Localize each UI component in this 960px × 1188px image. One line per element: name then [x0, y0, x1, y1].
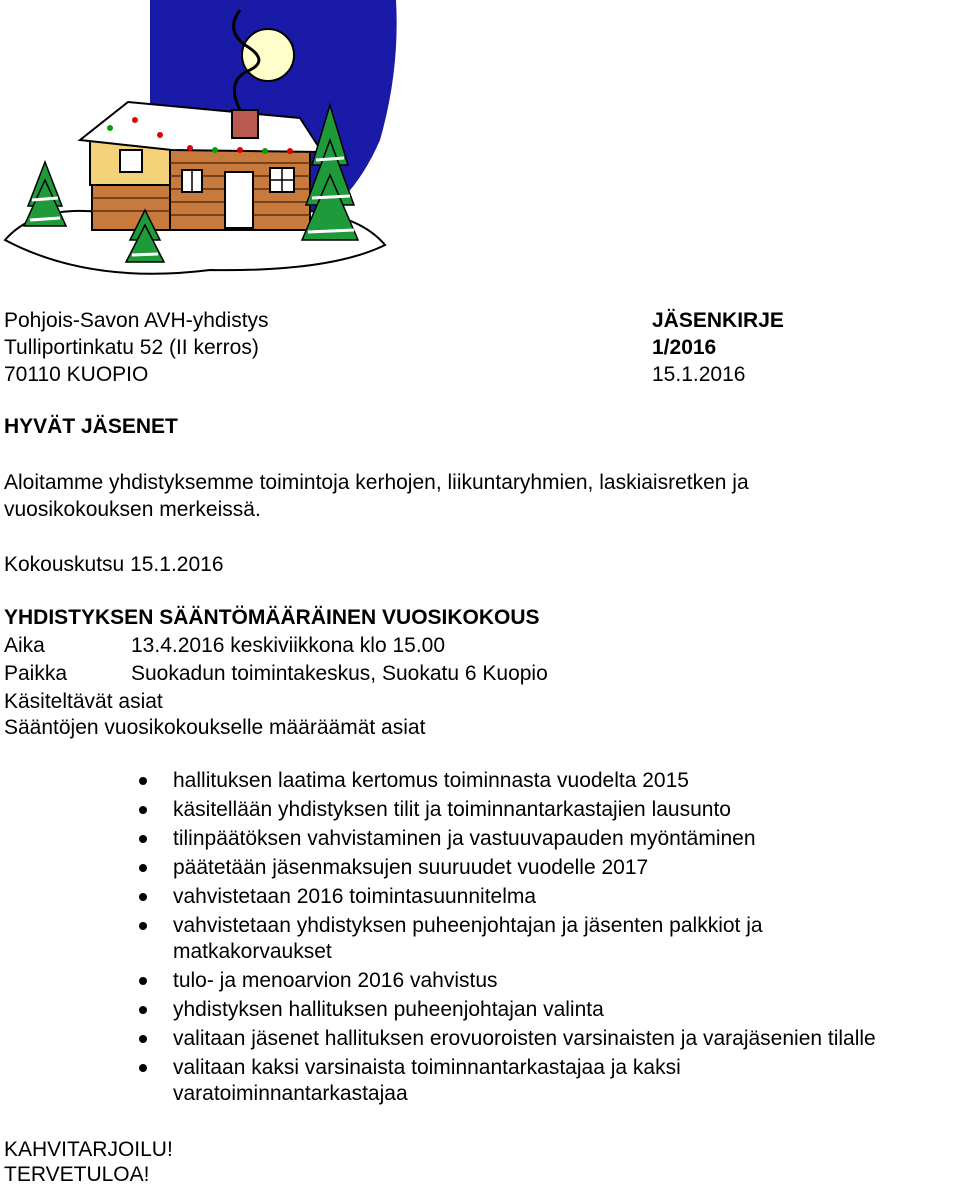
document-date: 15.1.2016: [652, 363, 746, 386]
agenda-intro: Sääntöjen vuosikokoukselle määräämät asiat: [4, 716, 426, 739]
list-item: [0, 968, 960, 994]
bullet-icon: [139, 777, 147, 785]
bullet-icon: [139, 1064, 147, 1072]
agenda-item-text: hallituksen laatima kertomus toiminnasta vuodelta 2015: [173, 769, 689, 792]
welcome-note: TERVETULOA!: [4, 1163, 150, 1186]
coffee-note: KAHVITARJOILU!: [4, 1138, 173, 1161]
document-number: 1/2016: [652, 336, 717, 359]
place-value: Suokadun toimintakeskus, Suokatu 6 Kuopio: [131, 662, 548, 685]
meeting-title: YHDISTYKSEN SÄÄNTÖMÄÄRÄINEN VUOSIKOKOUS: [4, 606, 540, 629]
greeting-heading: HYVÄT JÄSENET: [4, 415, 178, 438]
agenda-item-text: vahvistetaan yhdistyksen puheenjohtajan ja jäsenten palkkiot ja matkakorvaukset: [173, 914, 763, 963]
bullet-icon: [139, 864, 147, 872]
agenda-item-text: valitaan jäsenet hallituksen erovuoroisten varsinaisten ja varajäsenien tilalle: [173, 1027, 876, 1050]
list-item: [0, 768, 960, 794]
list-item: [0, 884, 960, 910]
agenda-item-text: tilinpäätöksen vahvistaminen ja vastuuvapauden myöntäminen: [173, 827, 756, 850]
list-item: [0, 855, 960, 881]
list-item: [0, 1055, 753, 1107]
list-item: [0, 997, 960, 1023]
agenda-item-text: tulo- ja menoarvion 2016 vahvistus: [173, 969, 498, 992]
bullet-icon: [139, 893, 147, 901]
bullet-icon: [139, 835, 147, 843]
list-item: [0, 797, 960, 823]
org-name: Pohjois-Savon AVH-yhdistys: [4, 309, 269, 332]
window-icon: [120, 150, 142, 172]
agenda-item-text: yhdistyksen hallituksen puheenjohtajan valinta: [173, 998, 604, 1021]
agenda-item-text: päätetään jäsenmaksujen suuruudet vuodelle 2017: [173, 856, 649, 879]
agenda-list: [0, 768, 960, 1110]
chimney: [232, 110, 258, 138]
bullet-icon: [139, 1006, 147, 1014]
agenda-item-text: vahvistetaan 2016 toimintasuunnitelma: [173, 885, 537, 908]
document-type: JÄSENKIRJE: [652, 309, 784, 332]
intro-line-1: Aloitamme yhdistyksemme toimintoja kerhojen, liikuntaryhmien, laskiaisretken ja: [4, 471, 749, 494]
list-item: [0, 826, 960, 852]
door-icon: [225, 172, 253, 228]
list-item: [0, 1026, 960, 1052]
agenda-label: Käsiteltävät asiat: [4, 690, 163, 713]
bullet-icon: [139, 1035, 147, 1043]
moon-icon: [242, 29, 294, 81]
agenda-item-text: käsitellään yhdistyksen tilit ja toiminnantarkastajien lausunto: [173, 798, 731, 821]
time-value: 13.4.2016 keskiviikkona klo 15.00: [131, 634, 446, 657]
invitation-line: Kokouskutsu 15.1.2016: [4, 553, 224, 576]
time-label: Aika: [4, 634, 45, 657]
bullet-icon: [139, 977, 147, 985]
place-label: Paikka: [4, 662, 68, 685]
bullet-icon: [139, 922, 147, 930]
bullet-icon: [139, 806, 147, 814]
pine-tree-icon: [24, 162, 66, 226]
intro-line-2: vuosikokouksen merkeissä.: [4, 498, 261, 521]
winter-house-illustration: [0, 0, 400, 285]
agenda-item-text: valitaan kaksi varsinaista toiminnantarkastajaa ja kaksi varatoiminnantarkastajaa: [173, 1056, 681, 1105]
list-item: [0, 913, 833, 965]
postal-line: 70110 KUOPIO: [4, 363, 149, 386]
address-line: Tulliportinkatu 52 (II kerros): [4, 336, 259, 359]
